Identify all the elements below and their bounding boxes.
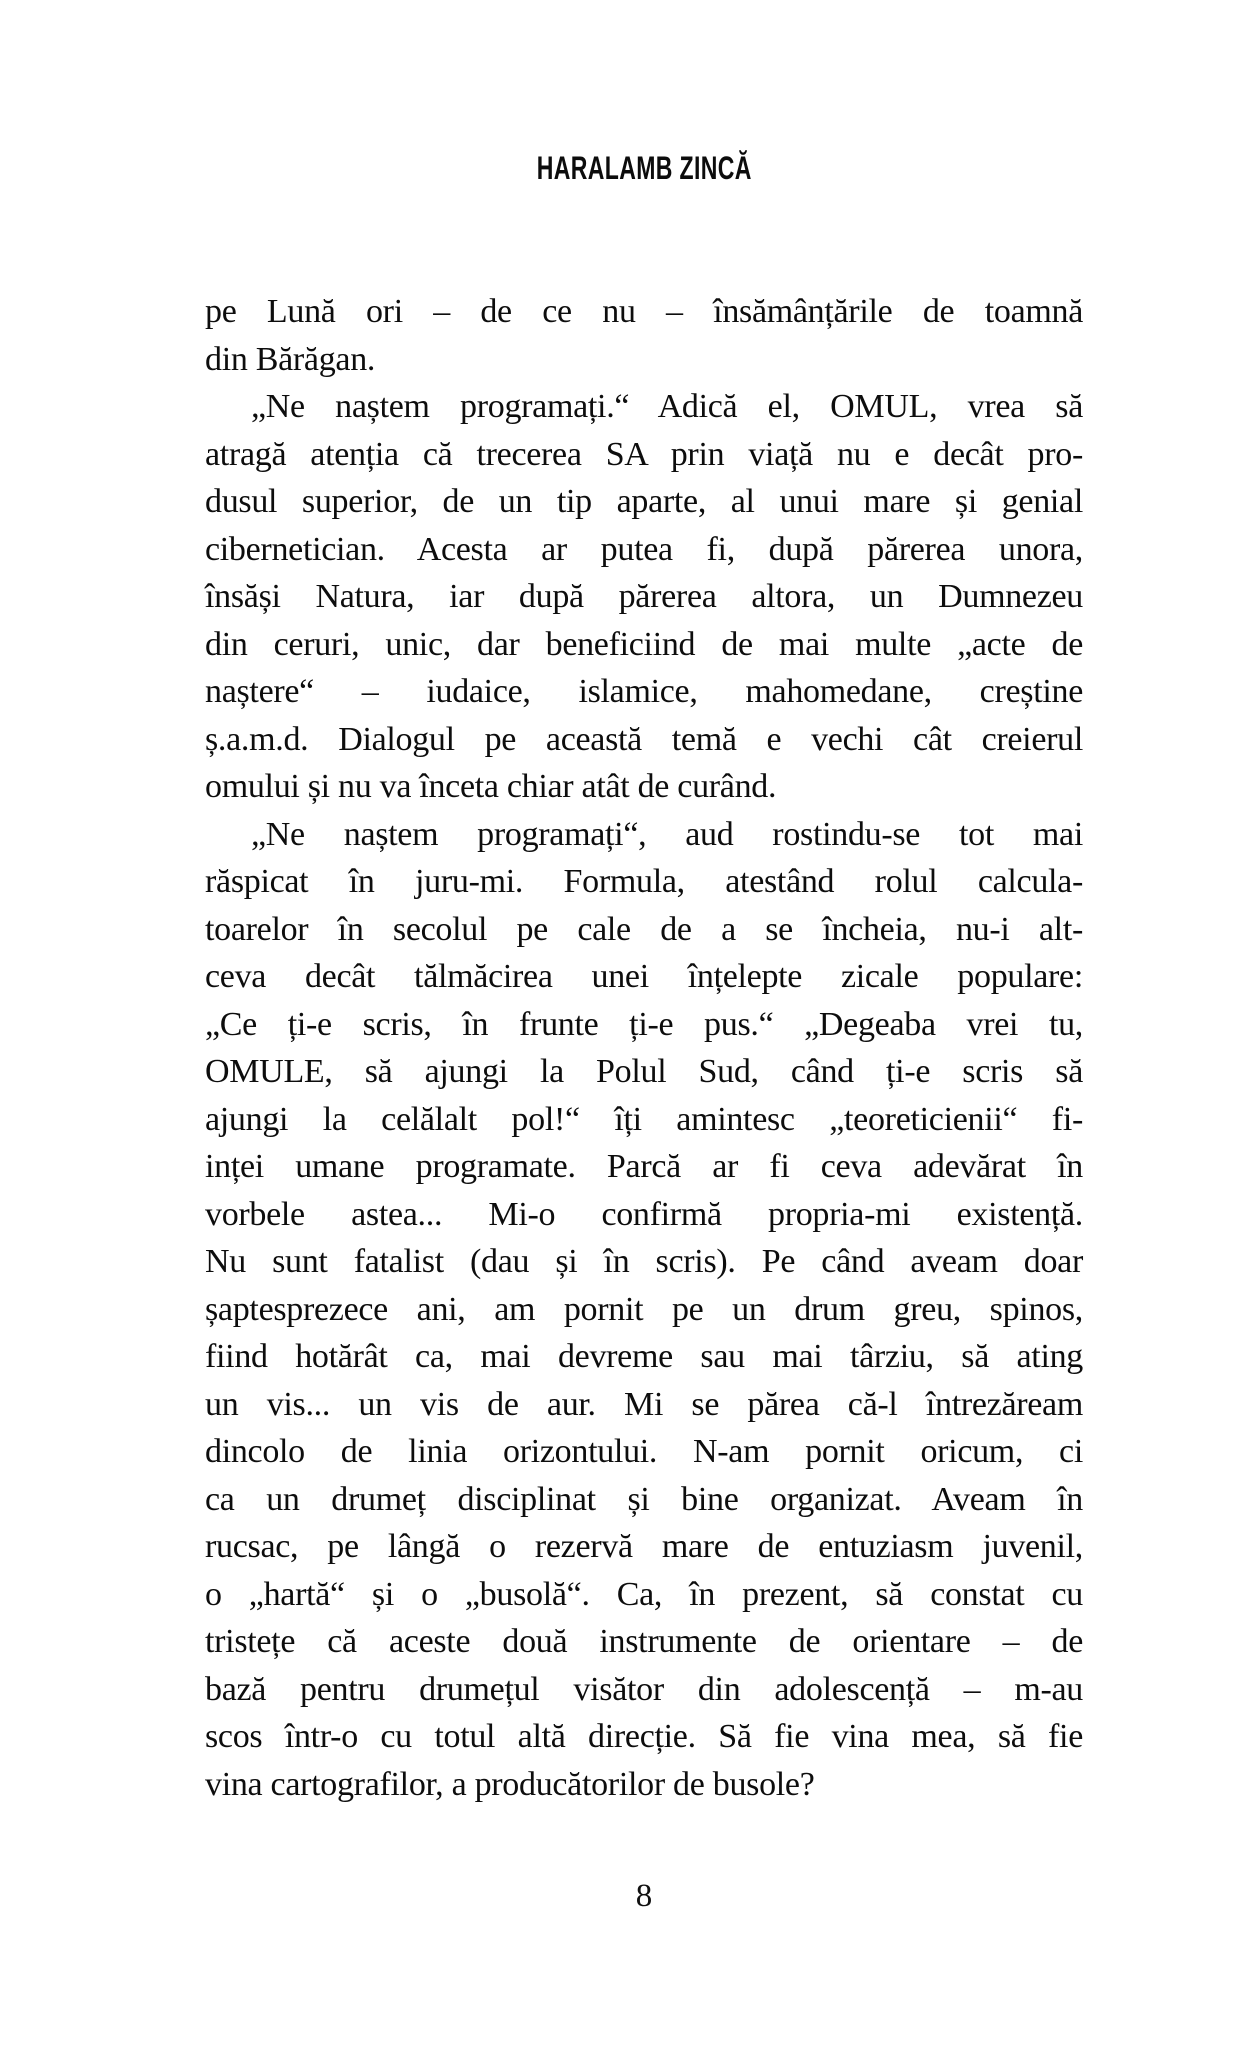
text-line: ajungi la celălalt pol!“ îți amintesc „teoreticienii“ fi- <box>205 1100 1083 1138</box>
text-line: vina cartografilor, a producătorilor de busole? <box>205 1765 815 1803</box>
text-line: OMULE, să ajungi la Polul Sud, când ți-e scris să <box>205 1053 1083 1090</box>
text-line: dincolo de linia orizontului. N-am pornit oricum, ci <box>205 1433 1083 1470</box>
text-line: un vis... un vis de aur. Mi se părea că-l întrezăream <box>205 1385 1083 1423</box>
text-line: o „hartă“ și o „busolă“. Ca, în prezent, să constat cu <box>205 1575 1083 1613</box>
text-line: naștere“ – iudaice, islamice, mahomedane, creștine <box>205 673 1083 710</box>
text-line: cibernetician. Acesta ar putea fi, după părerea unora, <box>205 530 1083 568</box>
text-line: însăși Natura, iar după părerea altora, un Dumnezeu <box>205 578 1083 615</box>
text-line: dusul superior, de un tip aparte, al unui mare și genial <box>205 483 1083 520</box>
text-line: „Ne naștem programați.“ Adică el, OMUL, vrea să <box>251 388 1083 425</box>
page-number: 8 <box>635 1878 653 1914</box>
text-line: „Ce ți-e scris, în frunte ți-e pus.“ „Degeaba vrei tu, <box>205 1005 1083 1043</box>
text-line: „Ne naștem programați“, aud rostindu-se tot mai <box>251 815 1083 853</box>
text-line: vorbele astea... Mi-o confirmă propria-mi existență. <box>205 1195 1083 1233</box>
text-line: ca un drumeț disciplinat și bine organizat. Aveam în <box>205 1480 1083 1518</box>
text-line: din ceruri, unic, dar beneficiind de mai multe „acte de <box>205 625 1083 663</box>
body-text <box>205 288 1083 1808</box>
text-line: fiind hotărât ca, mai devreme sau mai târziu, să ating <box>205 1338 1083 1375</box>
text-line: răspicat în juru-mi. Formula, atestând rolul calcula- <box>205 863 1083 900</box>
text-line: bază pentru drumețul visător din adolescență – m-au <box>205 1670 1083 1708</box>
text-line: Nu sunt fatalist (dau și în scris). Pe când aveam doar <box>205 1243 1083 1280</box>
text-line: inței umane programate. Parcă ar fi ceva adevărat în <box>205 1148 1083 1185</box>
running-header <box>205 150 1083 187</box>
text-line: ceva decât tălmăcirea unei înțelepte zicale populare: <box>205 958 1083 995</box>
text-line: rucsac, pe lângă o rezervă mare de entuziasm juvenil, <box>205 1528 1083 1565</box>
text-line: șaptesprezece ani, am pornit pe un drum greu, spinos, <box>205 1290 1083 1328</box>
text-line: atragă atenția că trecerea SA prin viață nu e decât pro- <box>205 435 1083 473</box>
text-line: omului și nu va înceta chiar atât de curând. <box>205 768 777 805</box>
text-line: scos într-o cu totul altă direcție. Să fie vina mea, să fie <box>205 1718 1083 1755</box>
text-line: tristețe că aceste două instrumente de orientare – de <box>205 1623 1083 1660</box>
text-line: pe Lună ori – de ce nu – însămânțările de toamnă <box>205 293 1083 330</box>
text-line: ș.a.m.d. Dialogul pe această temă e vechi cât creierul <box>205 720 1083 758</box>
text-line: din Bărăgan. <box>205 340 376 378</box>
author-name: HARALAMB ZINCĂ <box>536 150 752 186</box>
text-line: toarelor în secolul pe cale de a se încheia, nu-i alt- <box>205 910 1083 948</box>
